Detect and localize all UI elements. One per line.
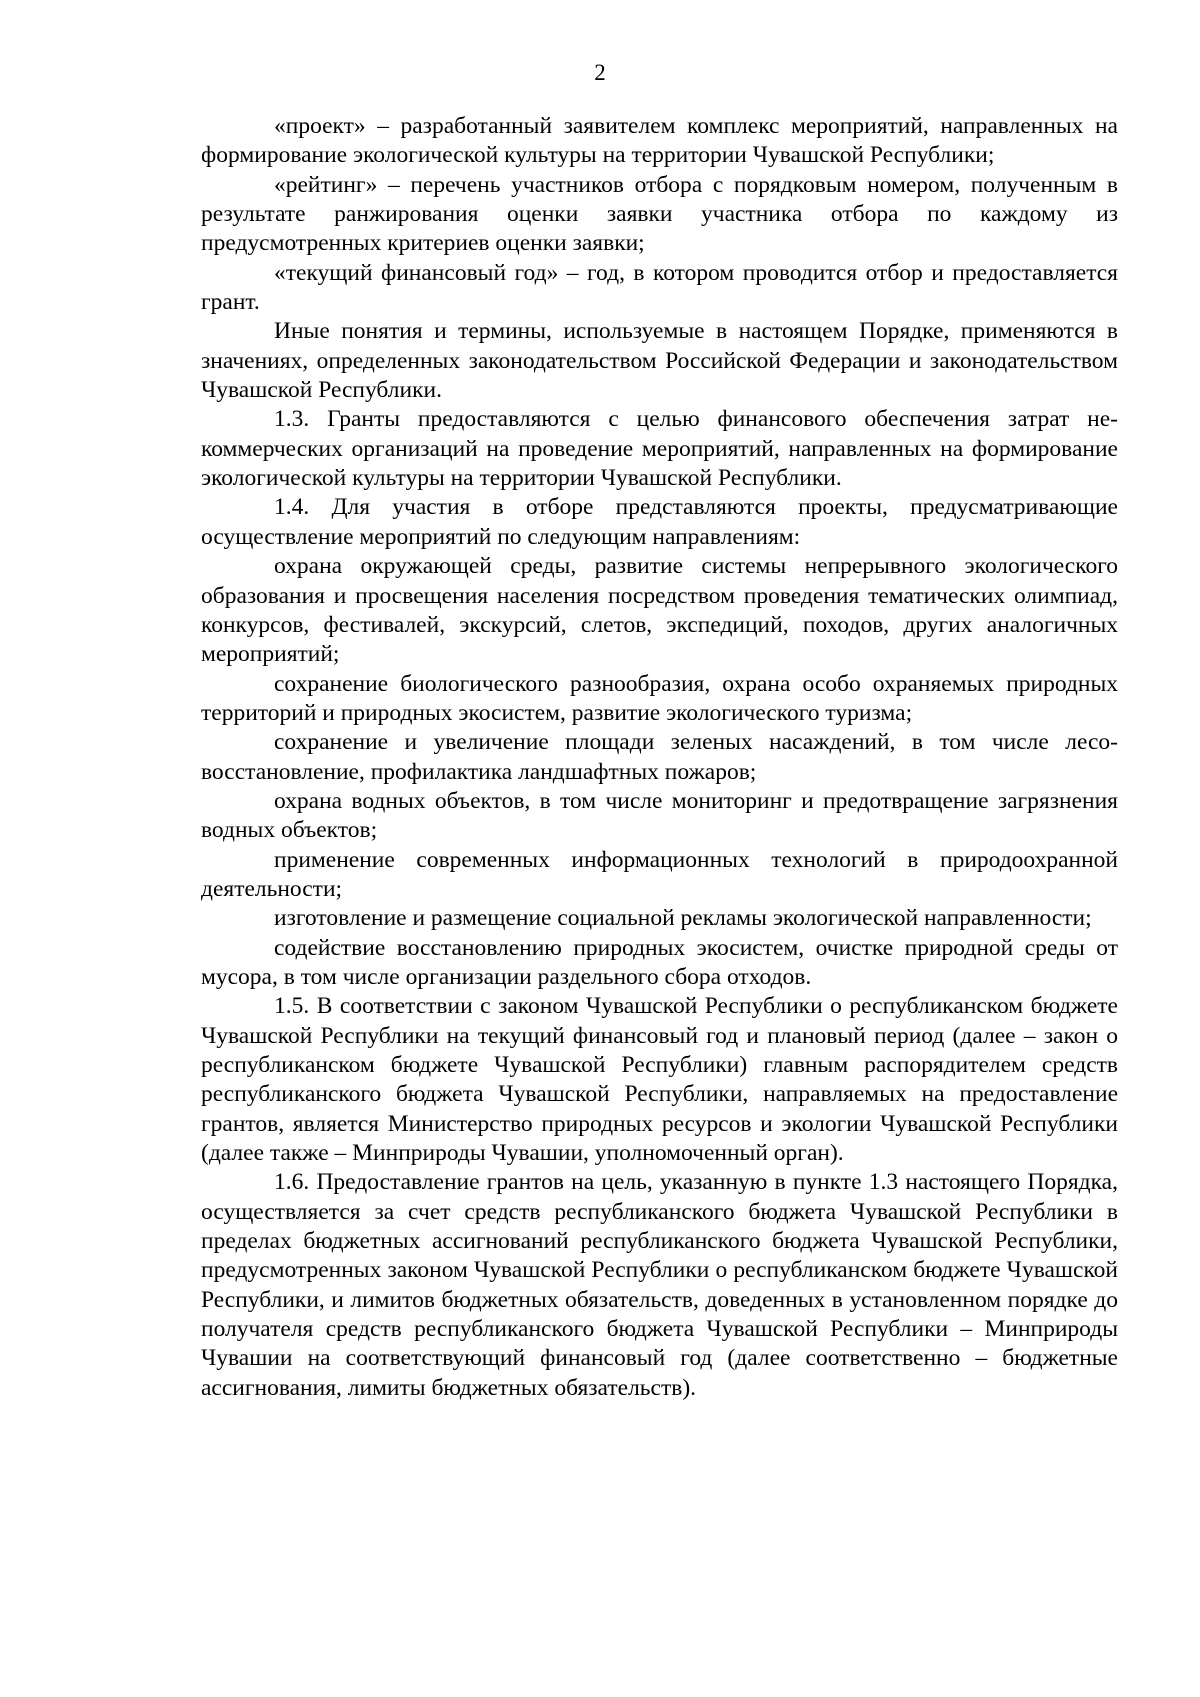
- list-item-ecosystem-restoration: содействие восстановлению природных экосистем, очистке природной среды от мусора, в том числе организации раздельного сбора отходов.: [201, 934, 1118, 990]
- paragraph-other-terms: Иные понятия и термины, используемые в настоящем Порядке, применяются в значениях, определенных законодательством Российской Федерации и законодательством Чувашской Республики.: [201, 318, 1118, 404]
- list-item-information-technologies: применение современных информационных технологий в природоохранной деятельности;: [201, 846, 1118, 902]
- list-item-biodiversity: сохранение биологического разнообразия, охрана особо охраняемых природных территорий и природных экосистем, развитие экологического туризма;: [201, 670, 1118, 726]
- document-body: [201, 112, 1118, 1403]
- paragraph-definition-project: «проект» – разработанный заявителем комплекс мероприятий, направленных на формирование экологической культуры на территории Чувашской Республики;: [201, 113, 1118, 169]
- paragraph-definition-rating: «рейтинг» – перечень участников отбора с порядковым номером, полученным в результате ранжирования оценки заявки участника отбора по каждому из предусмотренных критериев оценки заявки;: [201, 171, 1118, 257]
- list-item-environment-protection: охрана окружающей среды, развитие системы непрерывного экологического образования и просвещения населения посредством проведения тематических олимпиад, конкурсов, фестивалей, экскурсий, слетов, экспедиций, походов, других аналогичных мероприятий;: [201, 553, 1118, 668]
- list-item-social-advertising: изготовление и размещение социальной рекламы экологической направленности;: [274, 905, 1092, 932]
- paragraph-1-3: 1.3. Гранты предоставляются с целью финансового обеспечения затрат некоммерческих организаций на проведение мероприятий, направленных на формирование экологической культуры на территории Чувашской Республики.: [201, 406, 1118, 492]
- paragraph-1-4: 1.4. Для участия в отборе представляются проекты, предусматривающие осуществление мероприятий по следующим направлениям:: [201, 494, 1118, 550]
- paragraph-definition-current-year: «текущий финансовый год» – год, в котором проводится отбор и предоставляется грант.: [201, 259, 1118, 316]
- list-item-green-spaces: сохранение и увеличение площади зеленых насаждений, в том числе лесовосстановление, профилактика ландшафтных пожаров;: [201, 729, 1118, 785]
- paragraph-1-6: 1.6. Предоставление грантов на цель, указанную в пункте 1.3 настоящего Порядка, осуществляется за счет средств республиканского бюджета Чувашской Республики в пределах бюджетных ассигнований республиканского бюджета Чувашской Республики, предусмотренных законом Чувашской Республики о республиканском бюджете Чувашской Республики, и лимитов бюджетных обязательств, доведенных в установленном порядке до получателя средств республиканского бюджета Чувашской Республики – Минприроды Чувашии на соответствующий финансовый год (далее соответственно – бюджетные ассигнования, лимиты бюджетных обязательств).: [201, 1169, 1118, 1401]
- list-item-water-protection: охрана водных объектов, в том числе мониторинг и предотвращение загрязнения водных объектов;: [201, 787, 1118, 844]
- page-number: 2: [594, 60, 606, 85]
- paragraph-1-5: 1.5. В соответствии с законом Чувашской Республики о республиканском бюджете Чувашской Республики на текущий финансовый год и плановый период (далее – закон о республиканском бюджете Чувашской Республики) главным распорядителем средств республиканского бюджета Чувашской Республики, направляемых на предоставление грантов, является Министерство природных ресурсов и экологии Чувашской Республики (далее также – Минприроды Чувашии, уполномоченный орган).: [201, 993, 1118, 1167]
